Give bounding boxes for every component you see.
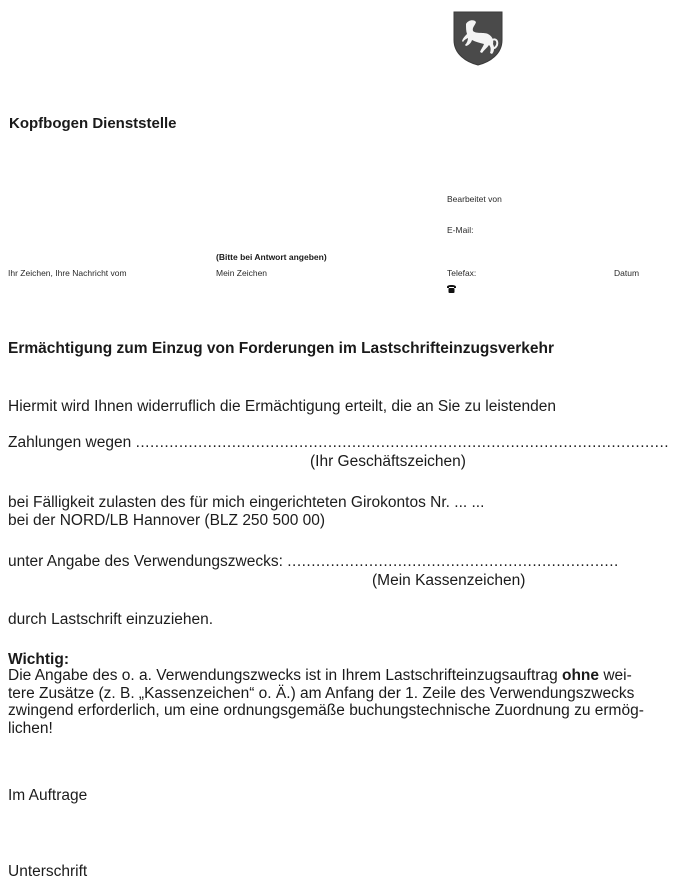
- important-notice: [8, 667, 698, 737]
- important-line-3: zwingend erforderlich, um eine ordnungsgemäße buchungstechnische Zuordnung zu ermög-: [8, 702, 644, 719]
- payments-line: [8, 434, 669, 452]
- email-label: E-Mail:: [447, 225, 474, 235]
- closing-on-behalf: Im Auftrage: [8, 787, 88, 804]
- your-reference-label: Ihr Zeichen, Ihre Nachricht vom: [8, 268, 127, 278]
- telephone-icon: [447, 280, 456, 288]
- important-line-1: [8, 667, 698, 685]
- fax-label: Telefax:: [447, 268, 477, 278]
- purpose-prefix: unter Angabe des Verwendungszwecks:: [8, 553, 283, 570]
- important-heading: Wichtig:: [8, 651, 69, 668]
- payments-prefix: Zahlungen wegen: [8, 434, 132, 451]
- important-line-1-text: Die Angabe des o. a. Verwendungszwecks ist in Ihrem Lastschrifteinzugsauftrag: [8, 667, 562, 684]
- important-line-2: tere Zusätze (z. B. „Kassenzeichen“ o. Ä.) am Anfang der 1. Zeile des Verwendungszwecks: [8, 684, 635, 702]
- collect-line: durch Lastschrift einzuziehen.: [8, 611, 214, 628]
- please-quote-note: (Bitte bei Antwort angeben): [216, 252, 327, 262]
- my-reference-label: Mein Zeichen: [216, 268, 268, 278]
- lower-saxony-crest-icon: [452, 10, 504, 66]
- authorization-intro: Hiermit wird Ihnen widerruflich die Ermächtigung erteilt, die an Sie zu leistenden: [8, 398, 556, 415]
- important-line-4: lichen!: [8, 719, 53, 737]
- cash-reference-hint: (Mein Kassenzeichen): [372, 572, 526, 589]
- signature-label: Unterschrift: [8, 863, 88, 880]
- date-label: Datum: [614, 268, 640, 278]
- office-letterhead-title: Kopfbogen Dienststelle: [9, 115, 177, 132]
- business-reference-hint: (Ihr Geschäftszeichen): [310, 453, 466, 470]
- cash-reference-field: .....................................................................: [287, 553, 619, 570]
- emphasis-ohne: ohne: [562, 667, 600, 684]
- purpose-line: [8, 553, 619, 571]
- important-line-1-end: wei-: [599, 667, 632, 684]
- business-reference-field: ...............................................................................................................: [135, 434, 670, 451]
- letter-subject: Ermächtigung zum Einzug von Forderungen im Lastschrifteinzugsverkehr: [8, 340, 555, 357]
- processed-by-label: Bearbeitet von: [447, 194, 502, 204]
- account-line: bei Fälligkeit zulasten des für mich eingerichteten Girokontos Nr. ... ...: [8, 494, 485, 511]
- bank-line: bei der NORD/LB Hannover (BLZ 250 500 00): [8, 512, 326, 529]
